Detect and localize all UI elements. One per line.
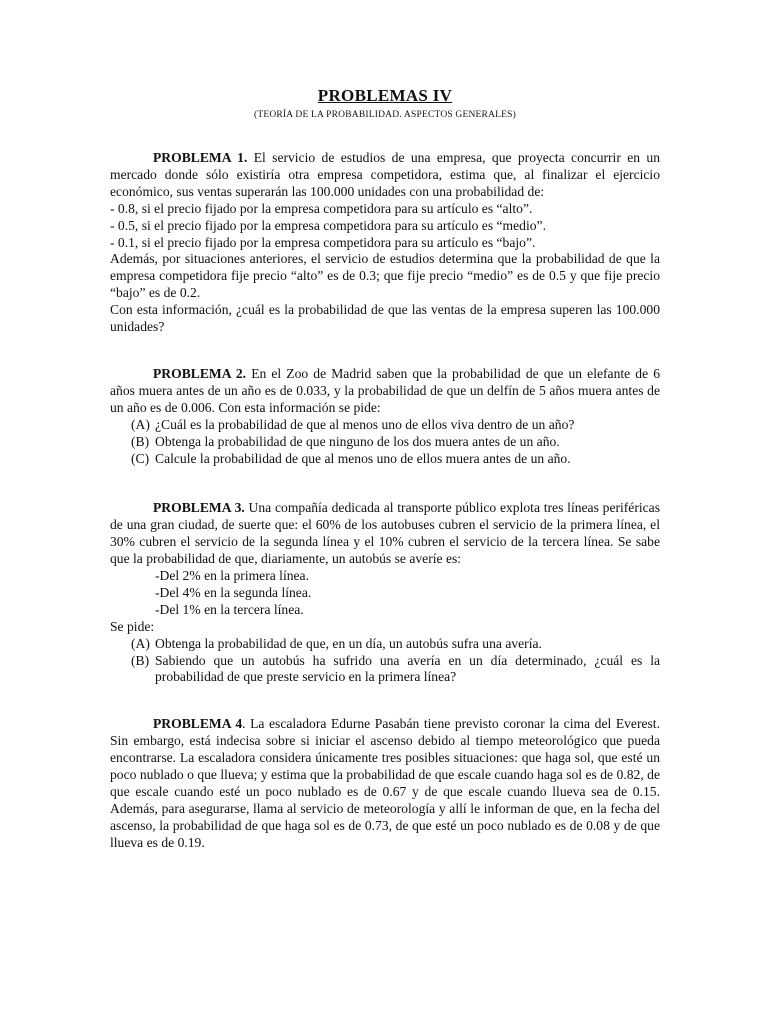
problem-2-option-c (110, 451, 660, 468)
option-marker: (A) (131, 635, 150, 651)
page-subtitle: (TEORÍA DE LA PROBABILIDAD. ASPECTOS GENERALES) (253, 110, 517, 120)
problem-2-heading: PROBLEMA 2. (153, 365, 247, 381)
option-text: Sabiendo que un autobús ha sufrido una avería en un día determinado, ¿cuál es la probabilidad de que preste servicio en la primera línea? (155, 652, 660, 685)
problem-3-sepide: Se pide: (110, 618, 155, 634)
problem-4-intro-text: . La escaladora Edurne Pasabán tiene previsto coronar la cima del Everest. Sin embargo, está indecisa sobre si iniciar el ascenso debido al tiempo meteorológico que pueda encontrarse. La escaladora considera únicamente tres posibles situaciones: que haga sol, que esté un poco nublado o que llueva; y estima que la probabilidad de que escale cuando haga sol es de 0.82, de que escale cuando esté un poco nublado es de 0.67 y de que escale cuando llueva sea de 0.15. Además, para asegurarse, llama al servicio de meteorología y allí le informan de que, en la fecha del ascenso, la probabilidad de que haga sol es de 0.73, de que esté un poco nublado es de 0.08 y de que llueva es de 0.19. (110, 716, 660, 850)
option-text: Obtenga la probabilidad de que, en un día, un autobús sufra una avería. (155, 635, 542, 651)
problem-4-intro (110, 716, 660, 851)
problem-1-line: - 0.8, si el precio fijado por la empresa competidora para su artículo es “alto”. (110, 200, 533, 216)
option-text: Obtenga la probabilidad de que ninguno de los dos muera antes de un año. (155, 433, 560, 449)
problem-1-intro (110, 150, 660, 201)
problem-1-line: - 0.5, si el precio fijado por la empresa competidora para su artículo es “medio”. (110, 217, 546, 233)
problem-3-line: -Del 2% en la primera línea. (155, 568, 309, 584)
problem-3-line: -Del 1% en la tercera línea. (155, 601, 304, 617)
problem-3-intro-text: Una compañía dedicada al transporte público explota tres líneas periféricas de una gran ciudad, de suerte que: el 60% de los autobuses cubren el servicio de la primera línea, el 30% cubren el servicio de la segunda línea y el 10% cubren el servicio de la tercera línea. Se sabe que la probabilidad de que, diariamente, un autobús se averíe es: (110, 500, 661, 567)
problem-3-heading: PROBLEMA 3. (153, 500, 245, 516)
problem-4-heading: PROBLEMA 4 (153, 716, 243, 732)
problem-1 (110, 150, 660, 336)
option-marker: (A) (131, 416, 150, 432)
option-marker: (B) (131, 652, 150, 668)
option-text: Calcule la probabilidad de que al menos uno de ellos muera antes de un año. (155, 450, 571, 466)
problem-1-heading: PROBLEMA 1. (153, 150, 248, 165)
problem-2-option-a (110, 417, 660, 434)
problem-1-para2: Además, por situaciones anteriores, el servicio de estudios determina que la probabilidad de que la empresa competidora fije precio “alto” es de 0.3; que fije precio “medio” es de 0.5 y que fije precio “bajo” es de 0.2. (110, 251, 660, 301)
problem-3-line: -Del 4% en la segunda línea. (155, 584, 312, 600)
problem-2-intro (110, 366, 660, 417)
problem-1-para3: Con esta información, ¿cuál es la probabilidad de que las ventas de la empresa superen las 100.000 unidades? (110, 302, 660, 335)
problem-2 (110, 366, 660, 467)
option-marker: (C) (131, 450, 150, 466)
problem-3-option-a (110, 636, 660, 653)
problem-4 (110, 716, 660, 851)
option-marker: (B) (131, 433, 150, 449)
problem-3-intro (110, 500, 660, 568)
document-page (110, 86, 660, 852)
problem-1-intro-text: El servicio de estudios de una empresa, que proyecta concurrir en un mercado donde sólo existiría otra empresa competidora, estima que, al finalizar el ejercicio económico, sus ventas superarán las 100.000 unidades con una probabilidad de: (110, 150, 660, 199)
problem-3-option-b (110, 653, 660, 687)
problem-3 (110, 500, 660, 686)
problem-1-line: - 0.1, si el precio fijado por la empresa competidora para su artículo es “bajo”. (110, 234, 536, 250)
problem-2-intro-text: En el Zoo de Madrid saben que la probabilidad de que un elefante de 6 años muera antes de un año es de 0.033, y la probabilidad de que un delfín de 5 años muera antes de un año es de 0.006. Con esta información se pide: (110, 365, 660, 415)
problem-2-option-b (110, 434, 660, 451)
page-title: PROBLEMAS IV (317, 86, 453, 105)
option-text: ¿Cuál es la probabilidad de que al menos uno de ellos viva dentro de un año? (155, 416, 575, 432)
